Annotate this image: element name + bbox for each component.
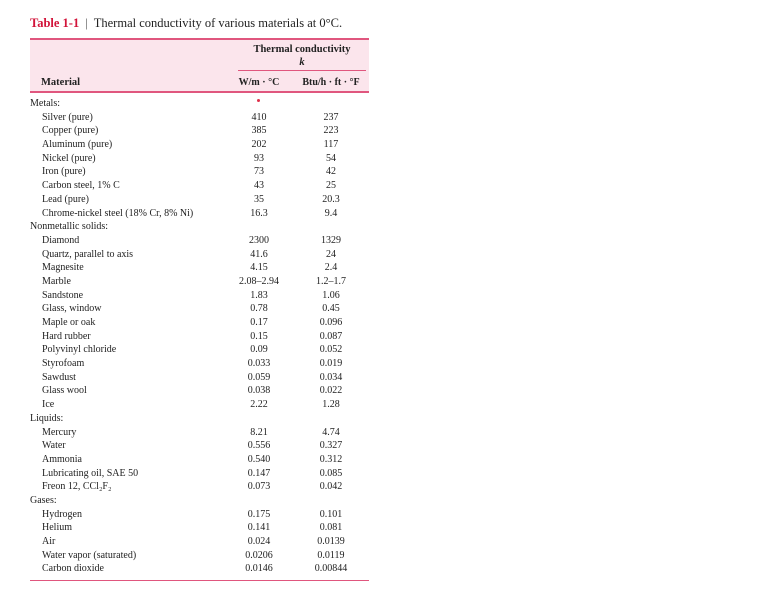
header-material: Material — [41, 77, 81, 88]
material-name: Diamond — [42, 234, 80, 246]
table-row — [30, 562, 369, 576]
value-english: 1329 — [321, 234, 341, 246]
value-si: 1.83 — [250, 289, 268, 301]
value-english: 223 — [323, 125, 339, 137]
table-row — [30, 330, 369, 344]
table-row — [30, 165, 369, 179]
table-row — [30, 289, 369, 303]
value-si: 8.21 — [250, 426, 268, 438]
table-row — [30, 357, 369, 371]
value-english: 0.019 — [319, 358, 343, 370]
table-label: Table 1-1 — [30, 16, 80, 30]
material-name: Water — [42, 440, 66, 452]
table-row — [30, 371, 369, 385]
value-english: 237 — [323, 111, 339, 123]
table-caption — [30, 16, 342, 31]
value-si: 0.15 — [250, 330, 268, 342]
table-row — [30, 508, 369, 522]
table-row — [30, 549, 369, 563]
material-name: Marble — [42, 275, 71, 287]
table-row — [30, 261, 369, 275]
table-row — [30, 398, 369, 412]
value-english: 0.022 — [319, 385, 343, 397]
table-row — [30, 467, 369, 481]
category-label: Nonmetallic solids: — [30, 221, 109, 233]
table-row — [30, 152, 369, 166]
value-si: 0.09 — [250, 344, 268, 356]
value-si: 0.038 — [247, 385, 271, 397]
material-name: Carbon dioxide — [42, 563, 104, 575]
material-name: Ice — [42, 399, 55, 411]
material-name: Copper (pure) — [42, 125, 99, 137]
category-label: Gases: — [30, 494, 57, 506]
table-row — [30, 302, 369, 316]
table-row — [30, 248, 369, 262]
value-si: 0.175 — [247, 508, 271, 520]
value-english: 0.45 — [322, 303, 340, 315]
material-name: Carbon steel, 1% C — [42, 180, 120, 192]
value-english: 2.4 — [324, 262, 338, 274]
table-row — [30, 453, 369, 467]
value-english: 9.4 — [324, 207, 338, 219]
material-name: Quartz, parallel to axis — [42, 248, 134, 260]
value-si: 93 — [254, 152, 264, 164]
value-si: 2300 — [249, 234, 269, 246]
value-si: 0.059 — [247, 371, 271, 383]
value-si: 2.22 — [250, 399, 268, 411]
value-english: 1.28 — [322, 399, 340, 411]
category-label: Metals: — [30, 98, 60, 109]
value-si: 2.08–2.94 — [239, 275, 279, 287]
value-si: 16.3 — [250, 207, 268, 219]
value-si: 0.073 — [247, 481, 271, 493]
value-english: 0.327 — [319, 440, 343, 452]
header-rule — [30, 91, 369, 93]
table-row — [30, 384, 369, 398]
material-name: Hydrogen — [42, 508, 82, 520]
value-si: 410 — [251, 111, 267, 123]
table-row — [30, 535, 369, 549]
value-si: 0.0206 — [245, 549, 273, 561]
value-english: 0.034 — [319, 371, 343, 383]
material-name: Chrome-nickel steel (18% Cr, 8% Ni) — [42, 207, 194, 219]
value-english: 0.0119 — [317, 549, 345, 561]
material-name: Styrofoam — [42, 358, 85, 370]
category-row — [30, 97, 369, 111]
value-english: 0.101 — [319, 508, 343, 520]
value-si: 41.6 — [250, 248, 268, 260]
table-row — [30, 439, 369, 453]
material-name: Lubricating oil, SAE 50 — [42, 467, 139, 479]
value-english: 25 — [326, 180, 336, 192]
material-name: Sawdust — [42, 371, 76, 383]
category-row — [30, 412, 369, 426]
value-si: 385 — [251, 125, 267, 137]
material-name: Glass wool — [42, 385, 87, 397]
caption-separator: | — [85, 16, 88, 30]
value-english: 0.096 — [319, 317, 343, 328]
header-unit-si: W/m · °C — [238, 77, 280, 88]
header-subrule — [238, 70, 366, 71]
material-name: Ammonia — [42, 453, 82, 465]
value-english: 0.085 — [319, 467, 343, 479]
table-row — [30, 138, 369, 152]
table-row — [30, 275, 369, 289]
material-name: Freon 12, CCl₂F₂ — [42, 481, 112, 493]
value-english: 54 — [326, 152, 336, 164]
table-row — [30, 179, 369, 193]
material-name: Nickel (pure) — [42, 152, 96, 164]
value-english: 1.06 — [322, 289, 340, 301]
material-name: Helium — [42, 522, 72, 534]
value-english: 0.081 — [319, 522, 343, 534]
value-si: 202 — [251, 139, 267, 151]
value-si: 0.540 — [247, 453, 271, 465]
value-si: 0.0146 — [245, 563, 273, 575]
value-english: 0.087 — [319, 330, 343, 342]
value-english: 0.0139 — [317, 536, 345, 547]
header-unit-english: Btu/h · ft · °F — [302, 77, 360, 88]
value-si: 0.78 — [250, 303, 268, 315]
value-english: 117 — [323, 139, 339, 151]
table-row — [30, 316, 369, 330]
material-name: Polyvinyl chloride — [42, 344, 117, 356]
bottom-rule — [30, 580, 369, 581]
category-label: Liquids: — [30, 412, 64, 424]
value-si: 43 — [254, 180, 264, 192]
table-title: Thermal conductivity of various materials at 0°C. — [93, 16, 343, 30]
table-row — [30, 207, 369, 221]
material-name: Hard rubber — [42, 330, 91, 342]
table-row — [30, 343, 369, 357]
material-name: Aluminum (pure) — [42, 139, 113, 151]
material-name: Glass, window — [42, 303, 102, 315]
value-si: 0.033 — [247, 358, 271, 370]
material-name: Air — [42, 536, 56, 547]
material-name: Magnesite — [42, 262, 84, 274]
value-si: 0.147 — [247, 467, 271, 479]
material-name: Water vapor (saturated) — [42, 549, 137, 561]
value-si: 4.15 — [250, 262, 268, 274]
value-english: 24 — [326, 248, 336, 260]
value-si: 0.024 — [247, 536, 271, 547]
value-english: 0.312 — [319, 453, 343, 465]
table-row — [30, 124, 369, 138]
header-symbol: k — [299, 57, 305, 68]
value-si: 0.556 — [247, 440, 271, 452]
table-row — [30, 521, 369, 535]
table-row — [30, 426, 369, 440]
table-row — [30, 234, 369, 248]
value-english: 0.042 — [319, 481, 343, 493]
material-name: Silver (pure) — [42, 111, 93, 123]
value-si: 0.17 — [250, 317, 268, 328]
category-row — [30, 494, 369, 508]
material-name: Sandstone — [42, 289, 84, 301]
value-english: 4.74 — [322, 426, 340, 438]
table-row — [30, 193, 369, 207]
value-english: 20.3 — [322, 193, 340, 205]
value-si: 0.141 — [247, 522, 271, 534]
value-si: 73 — [254, 166, 264, 178]
table-row — [30, 480, 369, 494]
material-name: Iron (pure) — [42, 166, 86, 178]
material-name: Mercury — [42, 426, 77, 438]
header-group-label: Thermal conductivity — [253, 44, 351, 55]
value-english: 0.052 — [319, 344, 343, 356]
value-english: 42 — [326, 166, 336, 178]
table-body — [30, 97, 369, 576]
table-row — [30, 111, 369, 125]
material-name: Lead (pure) — [42, 193, 89, 205]
category-row — [30, 220, 369, 234]
value-english: 1.2–1.7 — [316, 275, 346, 287]
value-si: 35 — [254, 193, 264, 205]
material-name: Maple or oak — [42, 317, 96, 328]
value-english: 0.00844 — [314, 563, 348, 575]
